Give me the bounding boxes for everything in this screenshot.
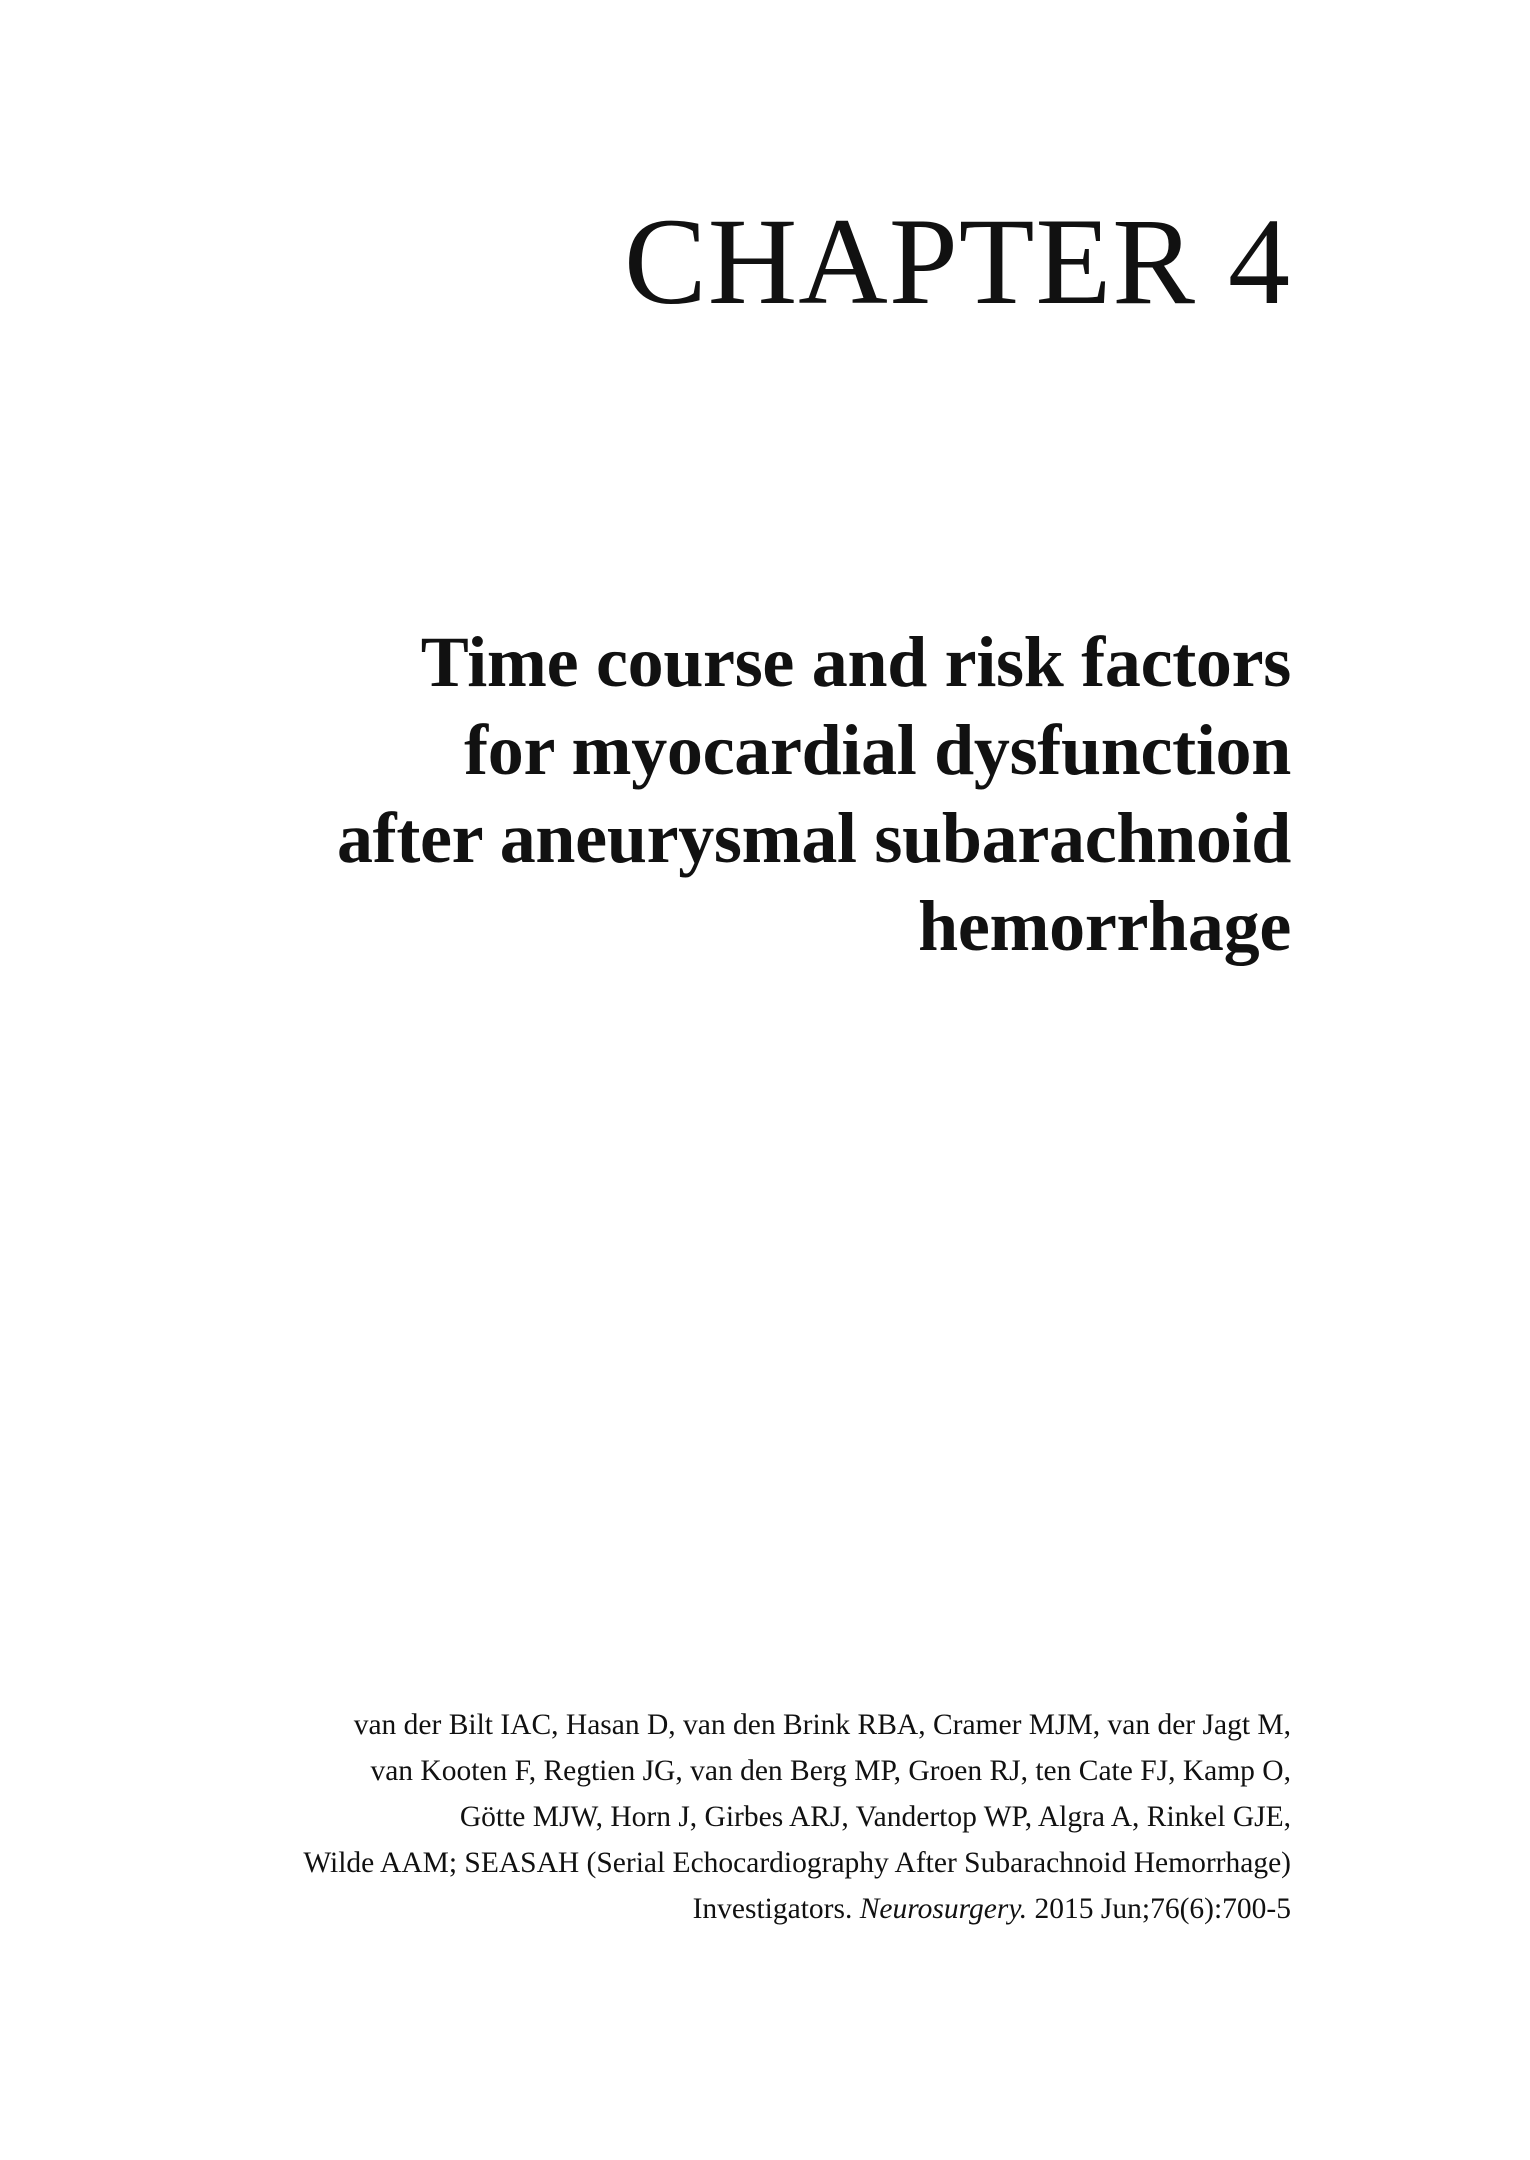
citation bbox=[91, 1702, 1291, 1932]
chapter-title-line: Time course and risk factors bbox=[420, 622, 1291, 702]
citation-authors-line: van der Bilt IAC, Hasan D, van den Brink RBA, Cramer MJM, van der Jagt M, bbox=[353, 1709, 1291, 1741]
chapter-title bbox=[191, 618, 1291, 970]
citation-journal: Neurosurgery. bbox=[859, 1893, 1028, 1925]
citation-volume-pages: 2015 Jun;76(6):700-5 bbox=[1027, 1893, 1291, 1925]
chapter-title-line: for myocardial dysfunction bbox=[464, 710, 1291, 790]
chapter-label: CHAPTER 4 bbox=[624, 193, 1291, 330]
citation-authors-line: Götte MJW, Horn J, Girbes ARJ, Vandertop WP, Algra A, Rinkel GJE, bbox=[459, 1801, 1291, 1833]
citation-reference-line bbox=[91, 1886, 1291, 1932]
chapter-title-line: after aneurysmal subarachnoid bbox=[336, 798, 1291, 878]
chapter-title-line: hemorrhage bbox=[918, 886, 1291, 966]
citation-investigators: Investigators. bbox=[692, 1893, 860, 1925]
citation-authors-line: van Kooten F, Regtien JG, van den Berg MP, Groen RJ, ten Cate FJ, Kamp O, bbox=[370, 1755, 1291, 1787]
citation-authors-line: Wilde AAM; SEASAH (Serial Echocardiography After Subarachnoid Hemorrhage) bbox=[303, 1847, 1291, 1879]
